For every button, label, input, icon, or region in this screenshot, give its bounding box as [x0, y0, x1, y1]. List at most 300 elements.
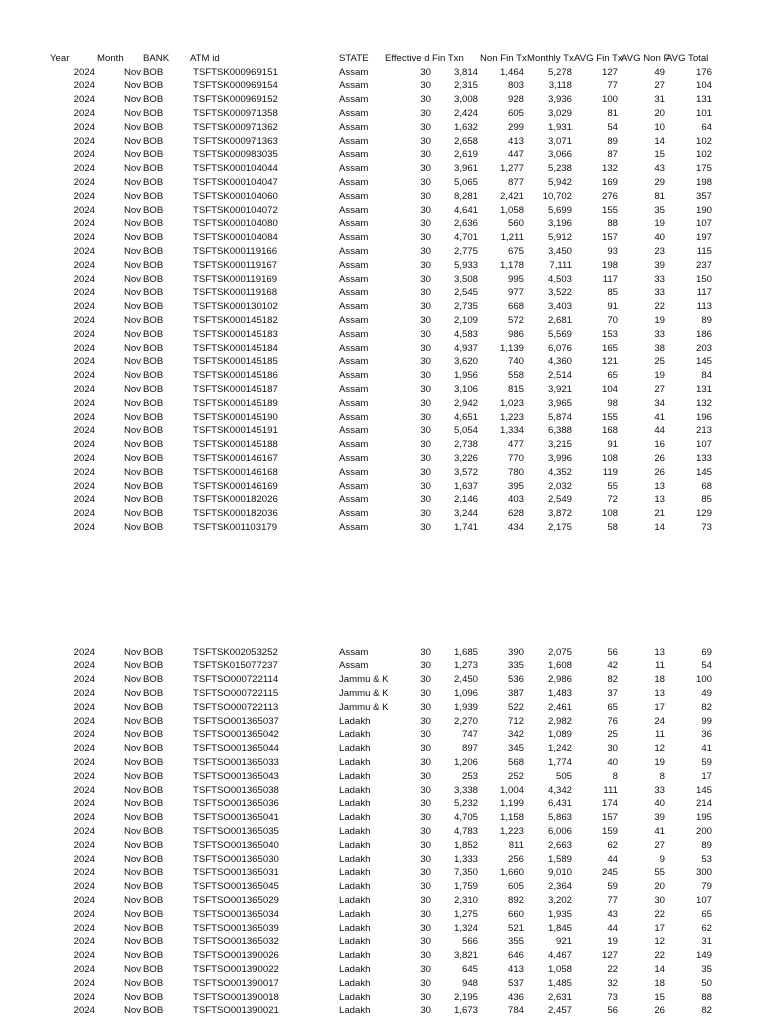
year-cell: 2024 [73, 107, 95, 119]
avg-fin-txn-cell: 168 [601, 425, 618, 437]
state-cell: Jammu & K [339, 701, 389, 713]
atm-id-cell: TSFTSO001390017 [193, 977, 279, 989]
effective-days-cell: 30 [420, 908, 431, 920]
avg-total-cell: 53 [701, 853, 712, 865]
avg-total-cell: 102 [695, 149, 712, 161]
monthly-txn-cell: 2,032 [547, 480, 572, 492]
fin-txn-cell: 7,350 [453, 867, 478, 879]
effective-days-cell: 30 [420, 425, 431, 437]
non-fin-txn-cell: 784 [507, 1005, 524, 1017]
year-cell: 2024 [73, 273, 95, 285]
table-row [0, 507, 768, 521]
avg-non-fin-cell: 25 [654, 356, 665, 368]
avg-fin-txn-cell: 87 [607, 149, 618, 161]
bank-cell: BOB [143, 273, 164, 285]
bank-cell: BOB [143, 287, 164, 299]
table-row [0, 162, 768, 176]
avg-fin-txn-cell: 127 [601, 950, 618, 962]
avg-non-fin-cell: 24 [654, 715, 665, 727]
non-fin-txn-cell: 740 [507, 356, 524, 368]
monthly-txn-cell: 4,342 [547, 784, 572, 796]
avg-non-fin-cell: 22 [654, 301, 665, 313]
year-cell: 2024 [73, 259, 95, 271]
year-cell: 2024 [73, 370, 95, 382]
non-fin-txn-cell: 1,277 [499, 163, 524, 175]
avg-total-cell: 35 [701, 963, 712, 975]
avg-total-cell: 82 [701, 1005, 712, 1017]
effective-days-cell: 30 [420, 687, 431, 699]
state-cell: Assam [339, 494, 369, 506]
non-fin-txn-cell: 675 [507, 245, 524, 257]
effective-days-cell: 30 [420, 480, 431, 492]
avg-total-cell: 49 [701, 687, 712, 699]
bank-cell: BOB [143, 521, 164, 533]
atm-id-cell: TSFTSO001390021 [193, 1005, 279, 1017]
year-cell: 2024 [73, 881, 95, 893]
table-row [0, 701, 768, 715]
effective-days-cell: 30 [420, 149, 431, 161]
bank-cell: BOB [143, 80, 164, 92]
state-cell: Assam [339, 232, 369, 244]
avg-total-cell: 82 [701, 701, 712, 713]
header-monthly-txn: Monthly Tx [527, 53, 574, 64]
avg-total-cell: 237 [695, 259, 712, 271]
fin-txn-cell: 3,620 [453, 356, 478, 368]
month-cell: Nov [124, 963, 142, 975]
avg-non-fin-cell: 18 [654, 674, 665, 686]
avg-non-fin-cell: 22 [654, 950, 665, 962]
atm-id-cell: TSFTSO001365038 [193, 784, 279, 796]
fin-txn-cell: 948 [461, 977, 478, 989]
fin-txn-cell: 4,937 [453, 342, 478, 354]
atm-id-cell: TSFTSK000104044 [193, 163, 278, 175]
month-cell: Nov [124, 287, 142, 299]
fin-txn-cell: 1,685 [453, 646, 478, 658]
month-cell: Nov [124, 674, 142, 686]
effective-days-cell: 30 [420, 839, 431, 851]
year-cell: 2024 [73, 743, 95, 755]
state-cell: Assam [339, 245, 369, 257]
month-cell: Nov [124, 259, 142, 271]
monthly-txn-cell: 7,111 [549, 259, 572, 271]
state-cell: Ladakh [339, 839, 371, 851]
header-avg-non-fin: AVG Non F [621, 53, 670, 64]
fin-txn-cell: 2,738 [453, 439, 478, 451]
avg-fin-txn-cell: 198 [601, 259, 618, 271]
table-row [0, 397, 768, 411]
fin-txn-cell: 253 [461, 770, 478, 782]
effective-days-cell: 30 [420, 94, 431, 106]
avg-total-cell: 145 [695, 356, 712, 368]
non-fin-txn-cell: 660 [507, 908, 524, 920]
fin-txn-cell: 2,775 [453, 245, 478, 257]
monthly-txn-cell: 2,075 [547, 646, 572, 658]
effective-days-cell: 30 [420, 218, 431, 230]
state-cell: Assam [339, 508, 369, 520]
avg-non-fin-cell: 15 [654, 991, 665, 1003]
avg-non-fin-cell: 40 [654, 798, 665, 810]
monthly-txn-cell: 1,485 [547, 977, 572, 989]
state-cell: Ladakh [339, 991, 371, 1003]
bank-cell: BOB [143, 825, 164, 837]
avg-total-cell: 213 [695, 425, 712, 437]
avg-fin-txn-cell: 65 [607, 370, 618, 382]
year-cell: 2024 [73, 839, 95, 851]
avg-non-fin-cell: 26 [654, 452, 665, 464]
monthly-txn-cell: 3,029 [547, 107, 572, 119]
month-cell: Nov [124, 756, 142, 768]
state-cell: Ladakh [339, 784, 371, 796]
month-cell: Nov [124, 715, 142, 727]
state-cell: Assam [339, 452, 369, 464]
month-cell: Nov [124, 825, 142, 837]
avg-fin-txn-cell: 88 [607, 218, 618, 230]
month-cell: Nov [124, 383, 142, 395]
monthly-txn-cell: 3,522 [547, 287, 572, 299]
avg-fin-txn-cell: 132 [601, 163, 618, 175]
state-cell: Assam [339, 480, 369, 492]
month-cell: Nov [124, 687, 142, 699]
avg-total-cell: 115 [696, 245, 712, 257]
bank-cell: BOB [143, 480, 164, 492]
header-year: Year [50, 53, 70, 64]
non-fin-txn-cell: 395 [507, 480, 524, 492]
effective-days-cell: 30 [420, 922, 431, 934]
month-cell: Nov [124, 245, 142, 257]
month-cell: Nov [124, 314, 142, 326]
bank-cell: BOB [143, 397, 164, 409]
bank-cell: BOB [143, 370, 164, 382]
header-non-fin-txn: Non Fin Tx [480, 53, 527, 64]
non-fin-txn-cell: 877 [507, 176, 524, 188]
avg-fin-txn-cell: 121 [601, 356, 618, 368]
state-cell: Assam [339, 356, 369, 368]
month-cell: Nov [124, 894, 142, 906]
effective-days-cell: 30 [420, 397, 431, 409]
fin-txn-cell: 4,583 [453, 328, 478, 340]
year-cell: 2024 [73, 439, 95, 451]
effective-days-cell: 30 [420, 729, 431, 741]
year-cell: 2024 [73, 411, 95, 423]
monthly-txn-cell: 1,935 [547, 908, 572, 920]
effective-days-cell: 30 [420, 135, 431, 147]
state-cell: Assam [339, 135, 369, 147]
bank-cell: BOB [143, 798, 164, 810]
table-row [0, 1004, 768, 1018]
fin-txn-cell: 1,741 [453, 521, 478, 533]
avg-non-fin-cell: 39 [654, 259, 665, 271]
state-cell: Ladakh [339, 729, 371, 741]
month-cell: Nov [124, 342, 142, 354]
effective-days-cell: 30 [420, 204, 431, 216]
non-fin-txn-cell: 2,421 [499, 190, 524, 202]
avg-fin-txn-cell: 119 [602, 466, 618, 478]
avg-total-cell: 133 [695, 452, 712, 464]
non-fin-txn-cell: 413 [507, 135, 524, 147]
non-fin-txn-cell: 605 [507, 107, 524, 119]
non-fin-txn-cell: 803 [507, 80, 524, 92]
month-cell: Nov [124, 176, 142, 188]
atm-id-cell: TSFTSK000969151 [193, 66, 278, 78]
avg-total-cell: 198 [695, 176, 712, 188]
avg-non-fin-cell: 41 [654, 825, 665, 837]
avg-total-cell: 79 [701, 881, 712, 893]
year-cell: 2024 [73, 867, 95, 879]
state-cell: Ladakh [339, 1005, 371, 1017]
non-fin-txn-cell: 572 [507, 314, 524, 326]
table-row [0, 756, 768, 770]
month-cell: Nov [124, 977, 142, 989]
state-cell: Assam [339, 342, 369, 354]
year-cell: 2024 [73, 991, 95, 1003]
atm-id-cell: TSFTSK000145182 [193, 314, 278, 326]
non-fin-txn-cell: 780 [507, 466, 524, 478]
monthly-txn-cell: 2,457 [547, 1005, 572, 1017]
avg-fin-txn-cell: 111 [603, 784, 618, 796]
effective-days-cell: 30 [420, 521, 431, 533]
non-fin-txn-cell: 558 [507, 370, 524, 382]
table-row [0, 300, 768, 314]
avg-total-cell: 113 [696, 301, 712, 313]
year-cell: 2024 [73, 135, 95, 147]
effective-days-cell: 30 [420, 991, 431, 1003]
avg-fin-txn-cell: 157 [601, 812, 618, 824]
bank-cell: BOB [143, 135, 164, 147]
avg-total-cell: 300 [695, 867, 712, 879]
effective-days-cell: 30 [420, 466, 431, 478]
avg-fin-txn-cell: 93 [607, 245, 618, 257]
non-fin-txn-cell: 335 [507, 660, 524, 672]
month-cell: Nov [124, 301, 142, 313]
year-cell: 2024 [73, 825, 95, 837]
effective-days-cell: 30 [420, 894, 431, 906]
avg-non-fin-cell: 40 [654, 232, 665, 244]
table-row [0, 176, 768, 190]
state-cell: Assam [339, 411, 369, 423]
fin-txn-cell: 5,065 [453, 176, 478, 188]
fin-txn-cell: 1,096 [453, 687, 478, 699]
atm-id-cell: TSFTSK000104047 [193, 176, 278, 188]
fin-txn-cell: 2,310 [453, 894, 478, 906]
non-fin-txn-cell: 995 [507, 273, 524, 285]
month-cell: Nov [124, 439, 142, 451]
non-fin-txn-cell: 434 [507, 521, 524, 533]
avg-fin-txn-cell: 157 [601, 232, 618, 244]
atm-id-cell: TSFTSK002053252 [193, 646, 278, 658]
avg-non-fin-cell: 17 [654, 922, 665, 934]
atm-id-cell: TSFTSK000146167 [193, 452, 278, 464]
table-row [0, 286, 768, 300]
effective-days-cell: 30 [420, 701, 431, 713]
avg-fin-txn-cell: 77 [607, 80, 618, 92]
year-cell: 2024 [73, 1005, 95, 1017]
atm-id-cell: TSFTSK000104084 [193, 232, 278, 244]
year-cell: 2024 [73, 908, 95, 920]
monthly-txn-cell: 2,681 [547, 314, 572, 326]
atm-id-cell: TSFTSO000722115 [193, 687, 279, 699]
bank-cell: BOB [143, 950, 164, 962]
year-cell: 2024 [73, 812, 95, 824]
header-month: Month [97, 53, 124, 64]
monthly-txn-cell: 4,503 [547, 273, 572, 285]
state-cell: Assam [339, 287, 369, 299]
effective-days-cell: 30 [420, 66, 431, 78]
month-cell: Nov [124, 411, 142, 423]
non-fin-txn-cell: 811 [508, 839, 524, 851]
effective-days-cell: 30 [420, 301, 431, 313]
avg-total-cell: 129 [695, 508, 712, 520]
table-row [0, 452, 768, 466]
avg-non-fin-cell: 19 [654, 314, 665, 326]
avg-fin-txn-cell: 104 [601, 383, 618, 395]
atm-id-cell: TSFTSO001365034 [193, 908, 279, 920]
month-cell: Nov [124, 480, 142, 492]
effective-days-cell: 30 [420, 328, 431, 340]
non-fin-txn-cell: 252 [507, 770, 524, 782]
year-cell: 2024 [73, 756, 95, 768]
avg-total-cell: 145 [695, 466, 712, 478]
bank-cell: BOB [143, 894, 164, 906]
monthly-txn-cell: 5,278 [547, 66, 572, 78]
non-fin-txn-cell: 390 [507, 646, 524, 658]
fin-txn-cell: 3,821 [453, 950, 478, 962]
month-cell: Nov [124, 356, 142, 368]
year-cell: 2024 [73, 149, 95, 161]
avg-non-fin-cell: 13 [654, 646, 665, 658]
fin-txn-cell: 4,651 [453, 411, 478, 423]
atm-id-cell: TSFTSK000971358 [193, 107, 278, 119]
non-fin-txn-cell: 1,004 [499, 784, 524, 796]
atm-id-cell: TSFTSK000969154 [193, 80, 278, 92]
non-fin-txn-cell: 1,223 [499, 411, 524, 423]
year-cell: 2024 [73, 452, 95, 464]
state-cell: Assam [339, 301, 369, 313]
year-cell: 2024 [73, 397, 95, 409]
fin-txn-cell: 4,701 [453, 232, 478, 244]
month-cell: Nov [124, 107, 142, 119]
bank-cell: BOB [143, 66, 164, 78]
avg-total-cell: 176 [695, 66, 712, 78]
table-row [0, 922, 768, 936]
avg-fin-txn-cell: 32 [607, 977, 618, 989]
atm-id-cell: TSFTSK000145188 [193, 439, 278, 451]
non-fin-txn-cell: 256 [507, 853, 524, 865]
fin-txn-cell: 4,705 [453, 812, 478, 824]
effective-days-cell: 30 [420, 936, 431, 948]
avg-non-fin-cell: 22 [654, 908, 665, 920]
avg-non-fin-cell: 49 [654, 66, 665, 78]
bank-cell: BOB [143, 881, 164, 893]
table-row [0, 121, 768, 135]
state-cell: Ladakh [339, 963, 371, 975]
atm-id-cell: TSFTSK000971362 [193, 121, 278, 133]
month-cell: Nov [124, 798, 142, 810]
bank-cell: BOB [143, 922, 164, 934]
effective-days-cell: 30 [420, 383, 431, 395]
table-row [0, 66, 768, 80]
avg-fin-txn-cell: 159 [601, 825, 618, 837]
avg-non-fin-cell: 26 [654, 1005, 665, 1017]
avg-non-fin-cell: 31 [654, 94, 665, 106]
month-cell: Nov [124, 922, 142, 934]
effective-days-cell: 30 [420, 660, 431, 672]
effective-days-cell: 30 [420, 314, 431, 326]
bank-cell: BOB [143, 411, 164, 423]
avg-fin-txn-cell: 100 [601, 94, 618, 106]
fin-txn-cell: 2,545 [453, 287, 478, 299]
avg-total-cell: 357 [695, 190, 712, 202]
state-cell: Assam [339, 397, 369, 409]
bank-cell: BOB [143, 204, 164, 216]
monthly-txn-cell: 3,196 [547, 218, 572, 230]
avg-non-fin-cell: 11 [655, 729, 665, 741]
non-fin-txn-cell: 345 [507, 743, 524, 755]
avg-non-fin-cell: 27 [654, 383, 665, 395]
monthly-txn-cell: 3,215 [547, 439, 572, 451]
non-fin-txn-cell: 770 [507, 452, 524, 464]
avg-fin-txn-cell: 174 [601, 798, 618, 810]
fin-txn-cell: 1,324 [453, 922, 478, 934]
table-row [0, 784, 768, 798]
monthly-txn-cell: 2,175 [547, 521, 572, 533]
effective-days-cell: 30 [420, 825, 431, 837]
table-row [0, 521, 768, 535]
atm-id-cell: TSFTSK000182036 [193, 508, 278, 520]
state-cell: Assam [339, 466, 369, 478]
effective-days-cell: 30 [420, 80, 431, 92]
bank-cell: BOB [143, 232, 164, 244]
month-cell: Nov [124, 660, 142, 672]
avg-non-fin-cell: 19 [654, 756, 665, 768]
avg-total-cell: 195 [695, 812, 712, 824]
effective-days-cell: 30 [420, 370, 431, 382]
non-fin-txn-cell: 560 [507, 218, 524, 230]
bank-cell: BOB [143, 839, 164, 851]
avg-non-fin-cell: 55 [654, 867, 665, 879]
bank-cell: BOB [143, 687, 164, 699]
year-cell: 2024 [73, 729, 95, 741]
month-cell: Nov [124, 881, 142, 893]
state-cell: Assam [339, 94, 369, 106]
state-cell: Assam [339, 149, 369, 161]
year-cell: 2024 [73, 508, 95, 520]
effective-days-cell: 30 [420, 977, 431, 989]
year-cell: 2024 [73, 204, 95, 216]
table-row [0, 93, 768, 107]
monthly-txn-cell: 5,238 [547, 163, 572, 175]
avg-non-fin-cell: 33 [654, 328, 665, 340]
atm-id-cell: TSFTSO001365045 [193, 881, 279, 893]
atm-id-cell: TSFTSK000104072 [193, 204, 278, 216]
effective-days-cell: 30 [420, 121, 431, 133]
avg-total-cell: 102 [695, 135, 712, 147]
avg-fin-txn-cell: 91 [607, 301, 618, 313]
monthly-txn-cell: 2,986 [547, 674, 572, 686]
state-cell: Jammu & K [339, 674, 389, 686]
monthly-txn-cell: 6,431 [547, 798, 572, 810]
fin-txn-cell: 3,961 [453, 163, 478, 175]
bank-cell: BOB [143, 163, 164, 175]
table-row [0, 839, 768, 853]
monthly-txn-cell: 3,936 [547, 94, 572, 106]
monthly-txn-cell: 3,996 [547, 452, 572, 464]
state-cell: Assam [339, 107, 369, 119]
non-fin-txn-cell: 413 [507, 963, 524, 975]
avg-fin-txn-cell: 82 [607, 674, 618, 686]
avg-non-fin-cell: 23 [654, 245, 665, 257]
month-cell: Nov [124, 950, 142, 962]
avg-fin-txn-cell: 77 [607, 894, 618, 906]
